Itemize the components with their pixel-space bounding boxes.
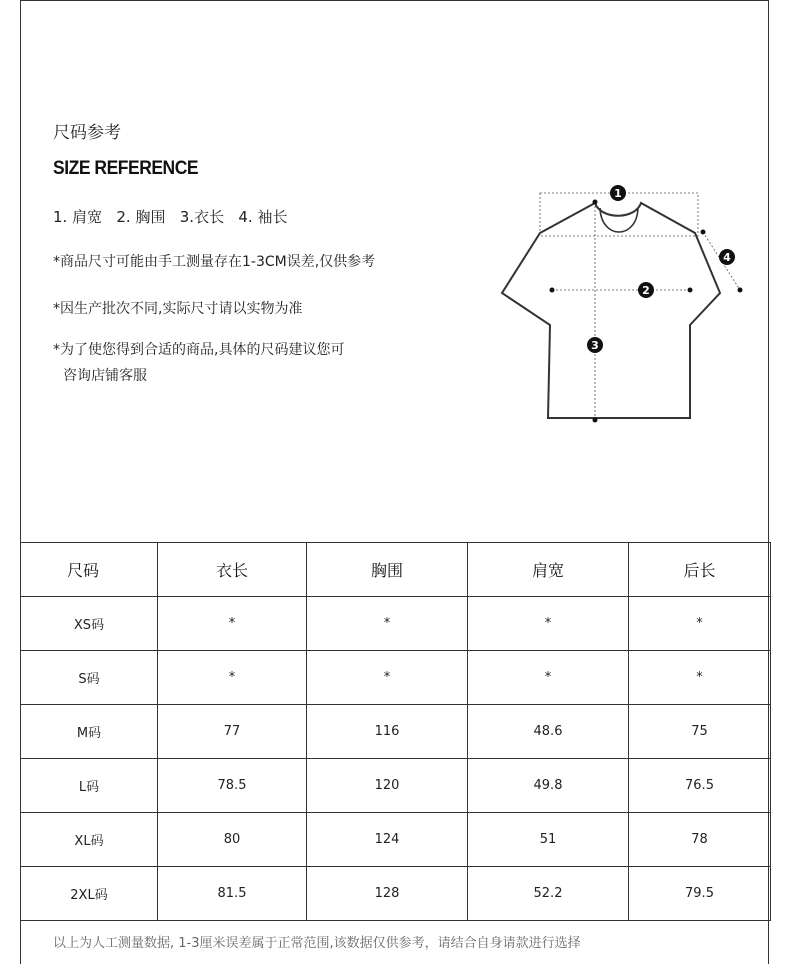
header-shoulder: 肩宽 [468, 543, 629, 597]
cell-chest: * [307, 651, 468, 705]
cell-chest: 116 [307, 705, 468, 759]
note-customer-service [53, 337, 423, 389]
marker-2-icon [638, 282, 654, 298]
svg-text:3: 3 [591, 339, 599, 352]
cell-back-length: 75 [629, 705, 771, 759]
svg-text:1: 1 [614, 187, 622, 200]
cell-size: XS码 [21, 597, 158, 651]
cell-chest: 120 [307, 759, 468, 813]
cell-size: 2XL码 [21, 867, 158, 921]
cell-chest: 128 [307, 867, 468, 921]
cell-back-length: 76.5 [629, 759, 771, 813]
cell-shoulder: 48.6 [468, 705, 629, 759]
cell-size: S码 [21, 651, 158, 705]
cell-length: * [158, 651, 307, 705]
cell-length: * [158, 597, 307, 651]
cell-shoulder: * [468, 651, 629, 705]
cell-shoulder: * [468, 597, 629, 651]
tshirt-outline [502, 203, 720, 418]
table-row [21, 867, 771, 921]
heading-english: SIZE REFERENCE [53, 158, 199, 179]
cell-chest: * [307, 597, 468, 651]
note-error-margin: *商品尺寸可能由手工测量存在1-3CM误差,仅供参考 [53, 254, 376, 270]
cell-shoulder: 51 [468, 813, 629, 867]
cell-size: XL码 [21, 813, 158, 867]
cell-back-length: * [629, 597, 771, 651]
footer-disclaimer: 以上为人工测量数据, 1-3厘米误差属于正常范围,该数据仅供参考，请结合自身请款进行选择 [53, 936, 581, 951]
header-chest: 胸围 [307, 543, 468, 597]
cell-size: L码 [21, 759, 158, 813]
cell-shoulder: 49.8 [468, 759, 629, 813]
note-customer-service-line2: 咨询店铺客服 [63, 368, 147, 384]
table-header-row [21, 543, 771, 597]
table-row [21, 705, 771, 759]
cell-length: 81.5 [158, 867, 307, 921]
cell-length: 78.5 [158, 759, 307, 813]
header-size: 尺码 [21, 543, 158, 597]
note-batch-variation: *因生产批次不同,实际尺寸请以实物为准 [53, 301, 303, 317]
cell-shoulder: 52.2 [468, 867, 629, 921]
measurement-legend: 1. 肩宽 2. 胸围 3.衣长 4. 袖长 [53, 208, 288, 226]
cell-length: 80 [158, 813, 307, 867]
table-row [21, 597, 771, 651]
marker-3-icon [587, 337, 603, 353]
table-row [21, 651, 771, 705]
table-row [21, 813, 771, 867]
heading-chinese: 尺码参考 [53, 123, 121, 143]
tshirt-measurement-diagram [495, 180, 755, 430]
cell-length: 77 [158, 705, 307, 759]
header-length: 衣长 [158, 543, 307, 597]
cell-chest: 124 [307, 813, 468, 867]
cell-back-length: * [629, 651, 771, 705]
note-customer-service-line1: *为了使您得到合适的商品,具体的尺码建议您可 [53, 342, 345, 358]
svg-text:2: 2 [642, 284, 650, 297]
marker-1-icon [610, 185, 626, 201]
cell-back-length: 78 [629, 813, 771, 867]
marker-4-icon [719, 249, 735, 265]
table-row [21, 759, 771, 813]
svg-text:4: 4 [723, 251, 731, 264]
header-back-length: 后长 [629, 543, 771, 597]
size-table [20, 542, 771, 921]
cell-size: M码 [21, 705, 158, 759]
cell-back-length: 79.5 [629, 867, 771, 921]
